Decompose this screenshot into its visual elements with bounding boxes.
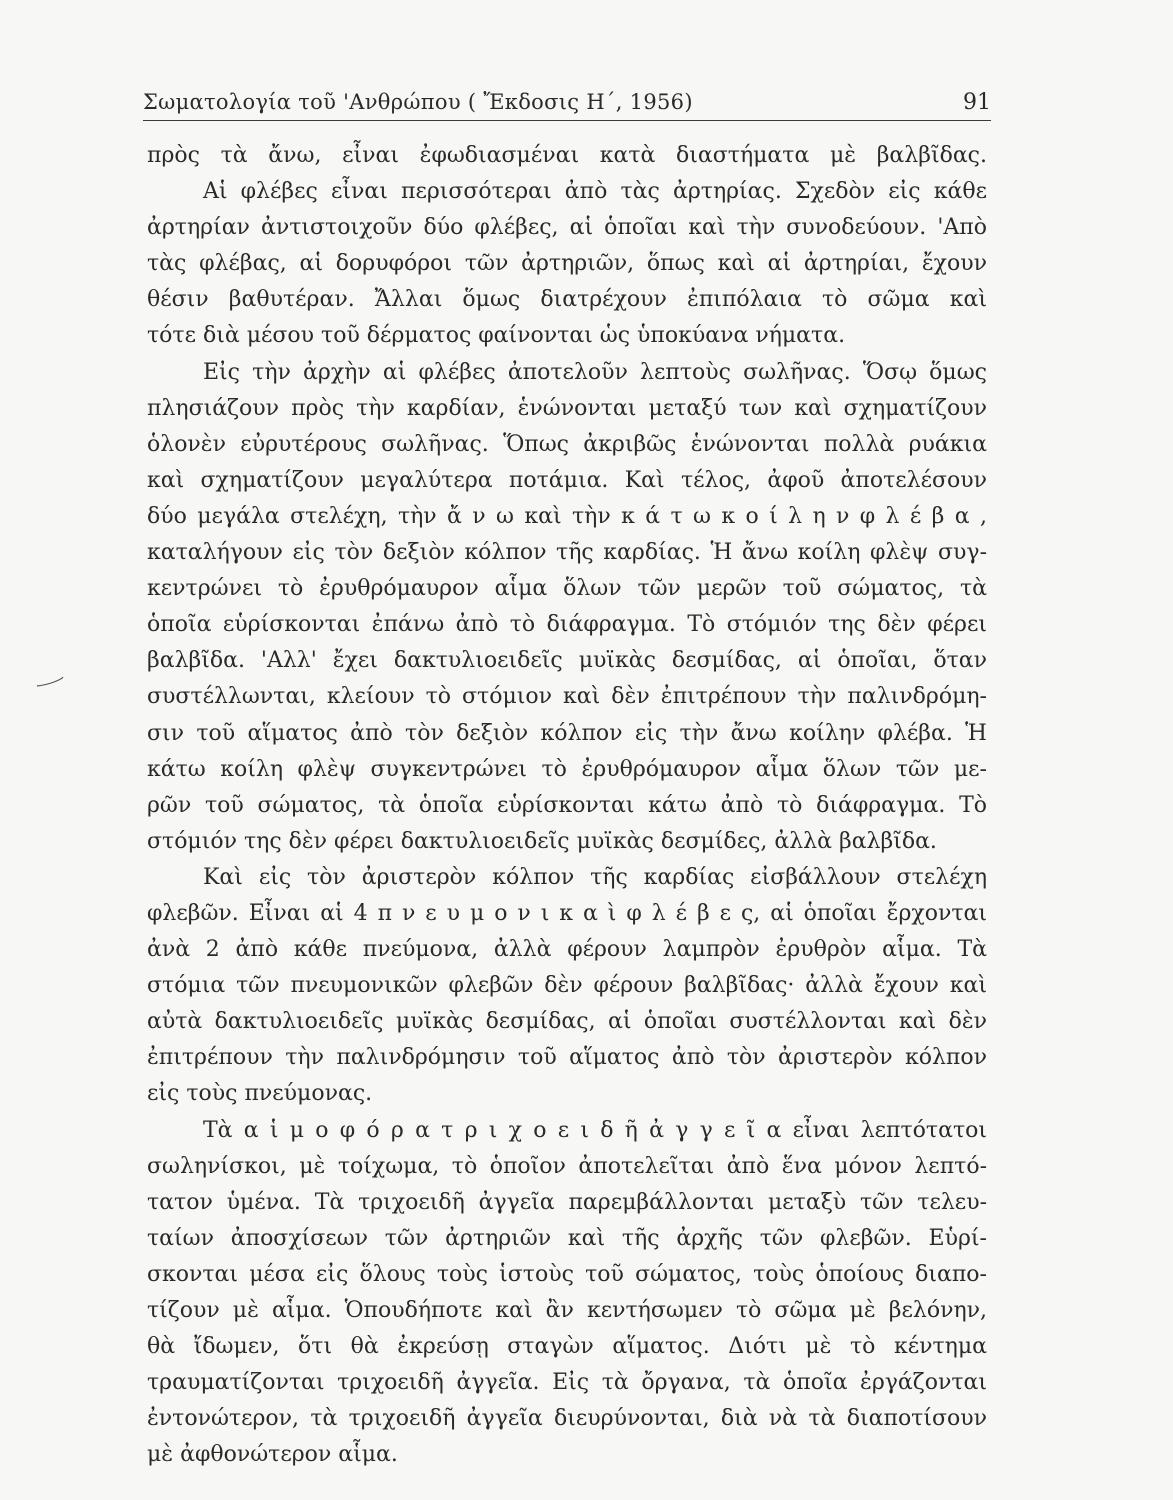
margin-pen-mark bbox=[36, 676, 64, 688]
text-line: Τὰ α ἱ μ ο φ ό ρ α τ ρ ι χ ο ε ι δ ῆ ἀ γ γ ε ῖ α εἶναι λεπτότατοι bbox=[203, 1117, 987, 1143]
text-line: καὶ σχηματίζουν μεγαλύτερα ποτάμια. Καὶ τέλος, ἀφοῦ ἀποτελέσουν bbox=[147, 467, 987, 493]
text-line: σιν τοῦ αἵματος ἀπὸ τὸν δεξιὸν κόλπον εἰς τὴν ἄνω κοίλην φλέβα. Ἡ bbox=[147, 720, 987, 746]
text-line: ἀνὰ 2 ἀπὸ κάθε πνεύμονα, ἀλλὰ φέρουν λαμπρὸν ἐρυθρὸν αἷμα. Τὰ bbox=[147, 937, 987, 963]
text-line: θὰ ἴδωμεν, ὅτι θὰ ἐκρεύσῃ σταγὼν αἵματος. Διότι μὲ τὸ κέντημα bbox=[147, 1334, 987, 1360]
text-line: φλεβῶν. Εἶναι αἱ 4 π ν ε υ μ ο ν ι κ α ὶ φ λ έ β ε ς, αἱ ὁποῖαι ἔρχονται bbox=[147, 900, 987, 926]
text-line: σκονται μέσα εἰς ὅλους τοὺς ἱστοὺς τοῦ σώματος, τοὺς ὁποίους διαπο- bbox=[147, 1261, 987, 1287]
text-line: ρῶν τοῦ σώματος, τὰ ὁποῖα εὑρίσκονται κάτω ἀπὸ τὸ διάφραγμα. Τὸ bbox=[147, 792, 987, 818]
text-line: στόμιόν της δὲν φέρει δακτυλιοειδεῖς μυϊκὰς δεσμίδες, ἀλλὰ βαλβῖδα. bbox=[147, 828, 937, 854]
text-line: ἐπιτρέπουν τὴν παλινδρόμησιν τοῦ αἵματος ἀπὸ τὸν ἀριστερὸν κόλπον bbox=[147, 1045, 987, 1071]
text-line: ἐντονώτερον, τὰ τριχοειδῆ ἀγγεῖα διευρύνονται, διὰ νὰ τὰ διαποτίσουν bbox=[147, 1406, 987, 1432]
text-line: Εἰς τὴν ἀρχὴν αἱ φλέβες ἀποτελοῦν λεπτοὺς σωλῆνας. Ὅσῳ ὅμως bbox=[203, 359, 987, 385]
text-line: μὲ ἀφθονώτερον αἷμα. bbox=[147, 1442, 398, 1468]
running-header bbox=[143, 86, 991, 120]
text-line: στόμια τῶν πνευμονικῶν φλεβῶν δὲν φέρουν βαλβῖδας· ἀλλὰ ἔχουν καὶ bbox=[147, 973, 987, 999]
text-line: Καὶ εἰς τὸν ἀριστερὸν κόλπον τῆς καρδίας εἰσβάλλουν στελέχη bbox=[203, 864, 987, 890]
text-line: ταίων ἀποσχίσεων τῶν ἀρτηριῶν καὶ τῆς ἀρχῆς τῶν φλεβῶν. Εὑρί- bbox=[147, 1225, 987, 1251]
text-line: αὐτὰ δακτυλιοειδεῖς μυϊκὰς δεσμίδας, αἱ ὁποῖαι συστέλλονται καὶ δὲν bbox=[147, 1009, 987, 1035]
text-line: ὁλονὲν εὐρυτέρους σωλῆνας. Ὅπως ἀκριβῶς ἑνώνονται πολλὰ ρυάκια bbox=[147, 431, 987, 457]
text-line: πλησιάζουν πρὸς τὴν καρδίαν, ἑνώνονται μεταξύ των καὶ σχηματίζουν bbox=[147, 395, 987, 421]
text-line: κεντρώνει τὸ ἐρυθρόμαυρον αἷμα ὅλων τῶν μερῶν τοῦ σώματος, τὰ bbox=[147, 576, 987, 602]
text-line: ὁποῖα εὑρίσκονται ἐπάνω ἀπὸ τὸ διάφραγμα. Τὸ στόμιόν της δὲν φέρει bbox=[147, 612, 987, 638]
header-title: Σωματολογία τοῦ 'Ανθρώπου ( Ἔκδοσις Η΄, 1956) bbox=[143, 90, 693, 114]
text-line: τότε διὰ μέσου τοῦ δέρματος φαίνονται ὡς ὑποκύανα νήματα. bbox=[147, 323, 846, 349]
header-rule bbox=[143, 120, 991, 121]
text-line: βαλβῖδα. 'Αλλ' ἔχει δακτυλιοειδεῖς μυϊκὰς δεσμίδας, αἱ ὁποῖαι, ὅταν bbox=[147, 648, 987, 674]
text-line: τὰς φλέβας, αἱ δορυφόροι τῶν ἀρτηριῶν, ὅπως καὶ αἱ ἀρτηρίαι, ἔχουν bbox=[147, 251, 987, 277]
text-line: ἀρτηρίαν ἀντιστοιχοῦν δύο φλέβες, αἱ ὁποῖαι καὶ τὴν συνοδεύουν. 'Απὸ bbox=[147, 215, 987, 241]
text-line: τίζουν μὲ αἷμα. Ὁπουδήποτε καὶ ἂν κεντήσωμεν τὸ σῶμα μὲ βελόνην, bbox=[147, 1298, 987, 1323]
text-line: κάτω κοίλη φλὲψ συγκεντρώνει τὸ ἐρυθρόμαυρον αἷμα ὅλων τῶν με- bbox=[147, 756, 987, 782]
text-line: θέσιν βαθυτέραν. Ἄλλαι ὅμως διατρέχουν ἐπιπόλαια τὸ σῶμα καὶ bbox=[147, 287, 987, 313]
text-line: σωληνίσκοι, μὲ τοίχωμα, τὸ ὁποῖον ἀποτελεῖται ἀπὸ ἕνα μόνον λεπτό- bbox=[147, 1153, 987, 1179]
text-line: συστέλλωνται, κλείουν τὸ στόμιον καὶ δὲν ἐπιτρέπουν τὴν παλινδρόμη- bbox=[147, 684, 987, 710]
text-line: δύο μεγάλα στελέχη, τὴν ἄ ν ω καὶ τὴν κ ά τ ω κ ο ί λ η ν φ λ έ β α , bbox=[147, 503, 987, 529]
page-number: 91 bbox=[963, 90, 991, 115]
text-line: τραυματίζονται τριχοειδῆ ἀγγεῖα. Εἰς τὰ ὄργανα, τὰ ὁποῖα ἐργάζονται bbox=[147, 1370, 987, 1396]
text-line: Αἱ φλέβες εἶναι περισσότεραι ἀπὸ τὰς ἀρτηρίας. Σχεδὸν εἰς κάθε bbox=[203, 179, 987, 205]
body-text bbox=[147, 138, 987, 1473]
text-line: πρὸς τὰ ἄνω, εἶναι ἐφωδιασμέναι κατὰ διαστήματα μὲ βαλβῖδας. bbox=[147, 143, 987, 168]
text-line: τατον ὑμένα. Τὰ τριχοειδῆ ἀγγεῖα παρεμβάλλονται μεταξὺ τῶν τελευ- bbox=[147, 1189, 987, 1215]
text-line: εἰς τοὺς πνεύμονας. bbox=[147, 1081, 373, 1107]
text-line: καταλήγουν εἰς τὸν δεξιὸν κόλπον τῆς καρδίας. Ἡ ἄνω κοίλη φλὲψ συγ- bbox=[147, 540, 987, 566]
